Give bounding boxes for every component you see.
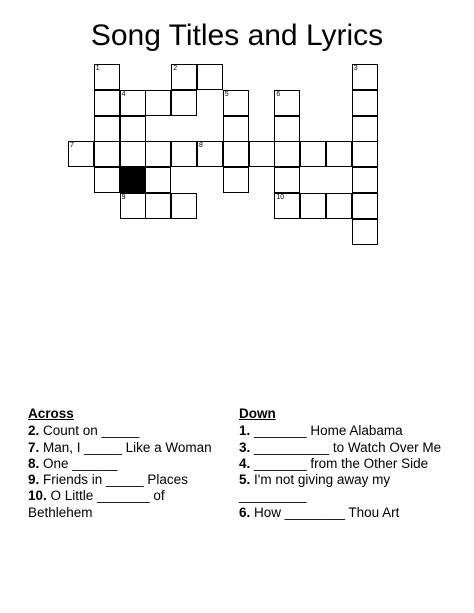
grid-cell[interactable] <box>352 141 378 167</box>
cell-number: 6 <box>276 90 281 98</box>
grid-cell[interactable] <box>274 116 300 142</box>
cell-number: 5 <box>224 90 229 98</box>
clue-text: Man, I _____ Like a Woman <box>39 439 212 455</box>
clue-number: 9. <box>28 472 40 488</box>
cell-number: 3 <box>353 65 358 72</box>
grid-cell[interactable] <box>352 116 378 142</box>
clue-text: O Little _______ of Bethlehem <box>28 488 165 520</box>
clue-text: How ________ Thou Art <box>250 504 400 520</box>
grid-cell[interactable] <box>197 64 223 90</box>
grid-cell[interactable] <box>326 141 352 167</box>
grid-cell[interactable] <box>171 90 197 116</box>
crossword-grid <box>0 0 474 260</box>
down-clues <box>239 406 444 521</box>
grid-cell[interactable] <box>145 141 171 167</box>
down-heading: Down <box>239 406 276 421</box>
clue-text: _______ from the Other Side <box>250 455 429 471</box>
grid-cell[interactable] <box>197 141 223 167</box>
grid-cell[interactable] <box>94 90 120 116</box>
grid-cell[interactable] <box>274 90 300 116</box>
clue-text: Count on _____ <box>39 423 140 439</box>
grid-cell[interactable] <box>94 64 120 90</box>
across-clue <box>28 456 223 472</box>
cell-number: 7 <box>70 142 74 150</box>
clue-number: 7. <box>28 439 40 455</box>
down-clue <box>239 472 444 505</box>
clue-number: 3. <box>239 439 251 455</box>
grid-cell[interactable] <box>326 193 352 219</box>
grid-cell[interactable] <box>300 193 326 219</box>
grid-cell[interactable] <box>120 90 146 116</box>
grid-cell[interactable] <box>223 90 249 116</box>
cell-number: 2 <box>173 65 178 72</box>
grid-cell[interactable] <box>274 167 300 193</box>
cell-number: 9 <box>121 194 126 201</box>
cell-number: 10 <box>276 194 285 201</box>
puzzle-title: Song Titles and Lyrics <box>90 19 384 52</box>
clue-text: One ______ <box>39 455 118 471</box>
across-clue <box>28 488 223 521</box>
grid-cell[interactable] <box>352 219 378 245</box>
grid-cell[interactable] <box>120 193 146 219</box>
clue-number: 1. <box>239 423 251 439</box>
grid-cell[interactable] <box>300 141 326 167</box>
across-clue <box>28 440 223 456</box>
across-clue <box>28 423 223 439</box>
clue-text: _______ Home Alabama <box>250 423 403 439</box>
grid-cell[interactable] <box>223 141 249 167</box>
grid-cell[interactable] <box>94 116 120 142</box>
grid-cell[interactable] <box>145 167 171 193</box>
clue-number: 2. <box>28 423 40 439</box>
grid-cell[interactable] <box>171 141 197 167</box>
grid-cell[interactable] <box>352 90 378 116</box>
clue-number: 6. <box>239 504 251 520</box>
grid-cell[interactable] <box>68 141 94 167</box>
across-heading: Across <box>28 406 74 421</box>
across-clues <box>28 406 223 521</box>
clue-number: 8. <box>28 455 40 471</box>
clue-text: Friends in _____ Places <box>39 472 188 488</box>
clue-number: 4. <box>239 455 251 471</box>
grid-cell[interactable] <box>94 167 120 193</box>
grid-cell[interactable] <box>223 167 249 193</box>
down-clue <box>239 505 444 521</box>
black-square <box>120 167 146 193</box>
grid-cell[interactable] <box>120 116 146 142</box>
grid-cell[interactable] <box>274 193 300 219</box>
grid-cell[interactable] <box>171 64 197 90</box>
across-clue <box>28 472 223 488</box>
grid-cell[interactable] <box>145 90 171 116</box>
down-clue <box>239 456 444 472</box>
grid-cell[interactable] <box>352 64 378 90</box>
grid-cell[interactable] <box>145 193 171 219</box>
cell-number: 8 <box>199 142 203 150</box>
grid-cell[interactable] <box>249 141 275 167</box>
grid-cell[interactable] <box>352 167 378 193</box>
clue-text: I'm not giving away my _________ <box>239 472 391 504</box>
cell-number: 4 <box>121 90 126 98</box>
grid-cell[interactable] <box>352 193 378 219</box>
down-clue <box>239 423 444 439</box>
grid-cell[interactable] <box>120 141 146 167</box>
grid-cell[interactable] <box>223 116 249 142</box>
down-clue <box>239 440 444 456</box>
clue-text: __________ to Watch Over Me <box>250 439 442 455</box>
grid-cell[interactable] <box>274 141 300 167</box>
clue-number: 10. <box>28 488 47 504</box>
cell-number: 1 <box>95 65 100 72</box>
grid-cell[interactable] <box>94 141 120 167</box>
grid-cell[interactable] <box>171 193 197 219</box>
clue-number: 5. <box>239 472 251 488</box>
